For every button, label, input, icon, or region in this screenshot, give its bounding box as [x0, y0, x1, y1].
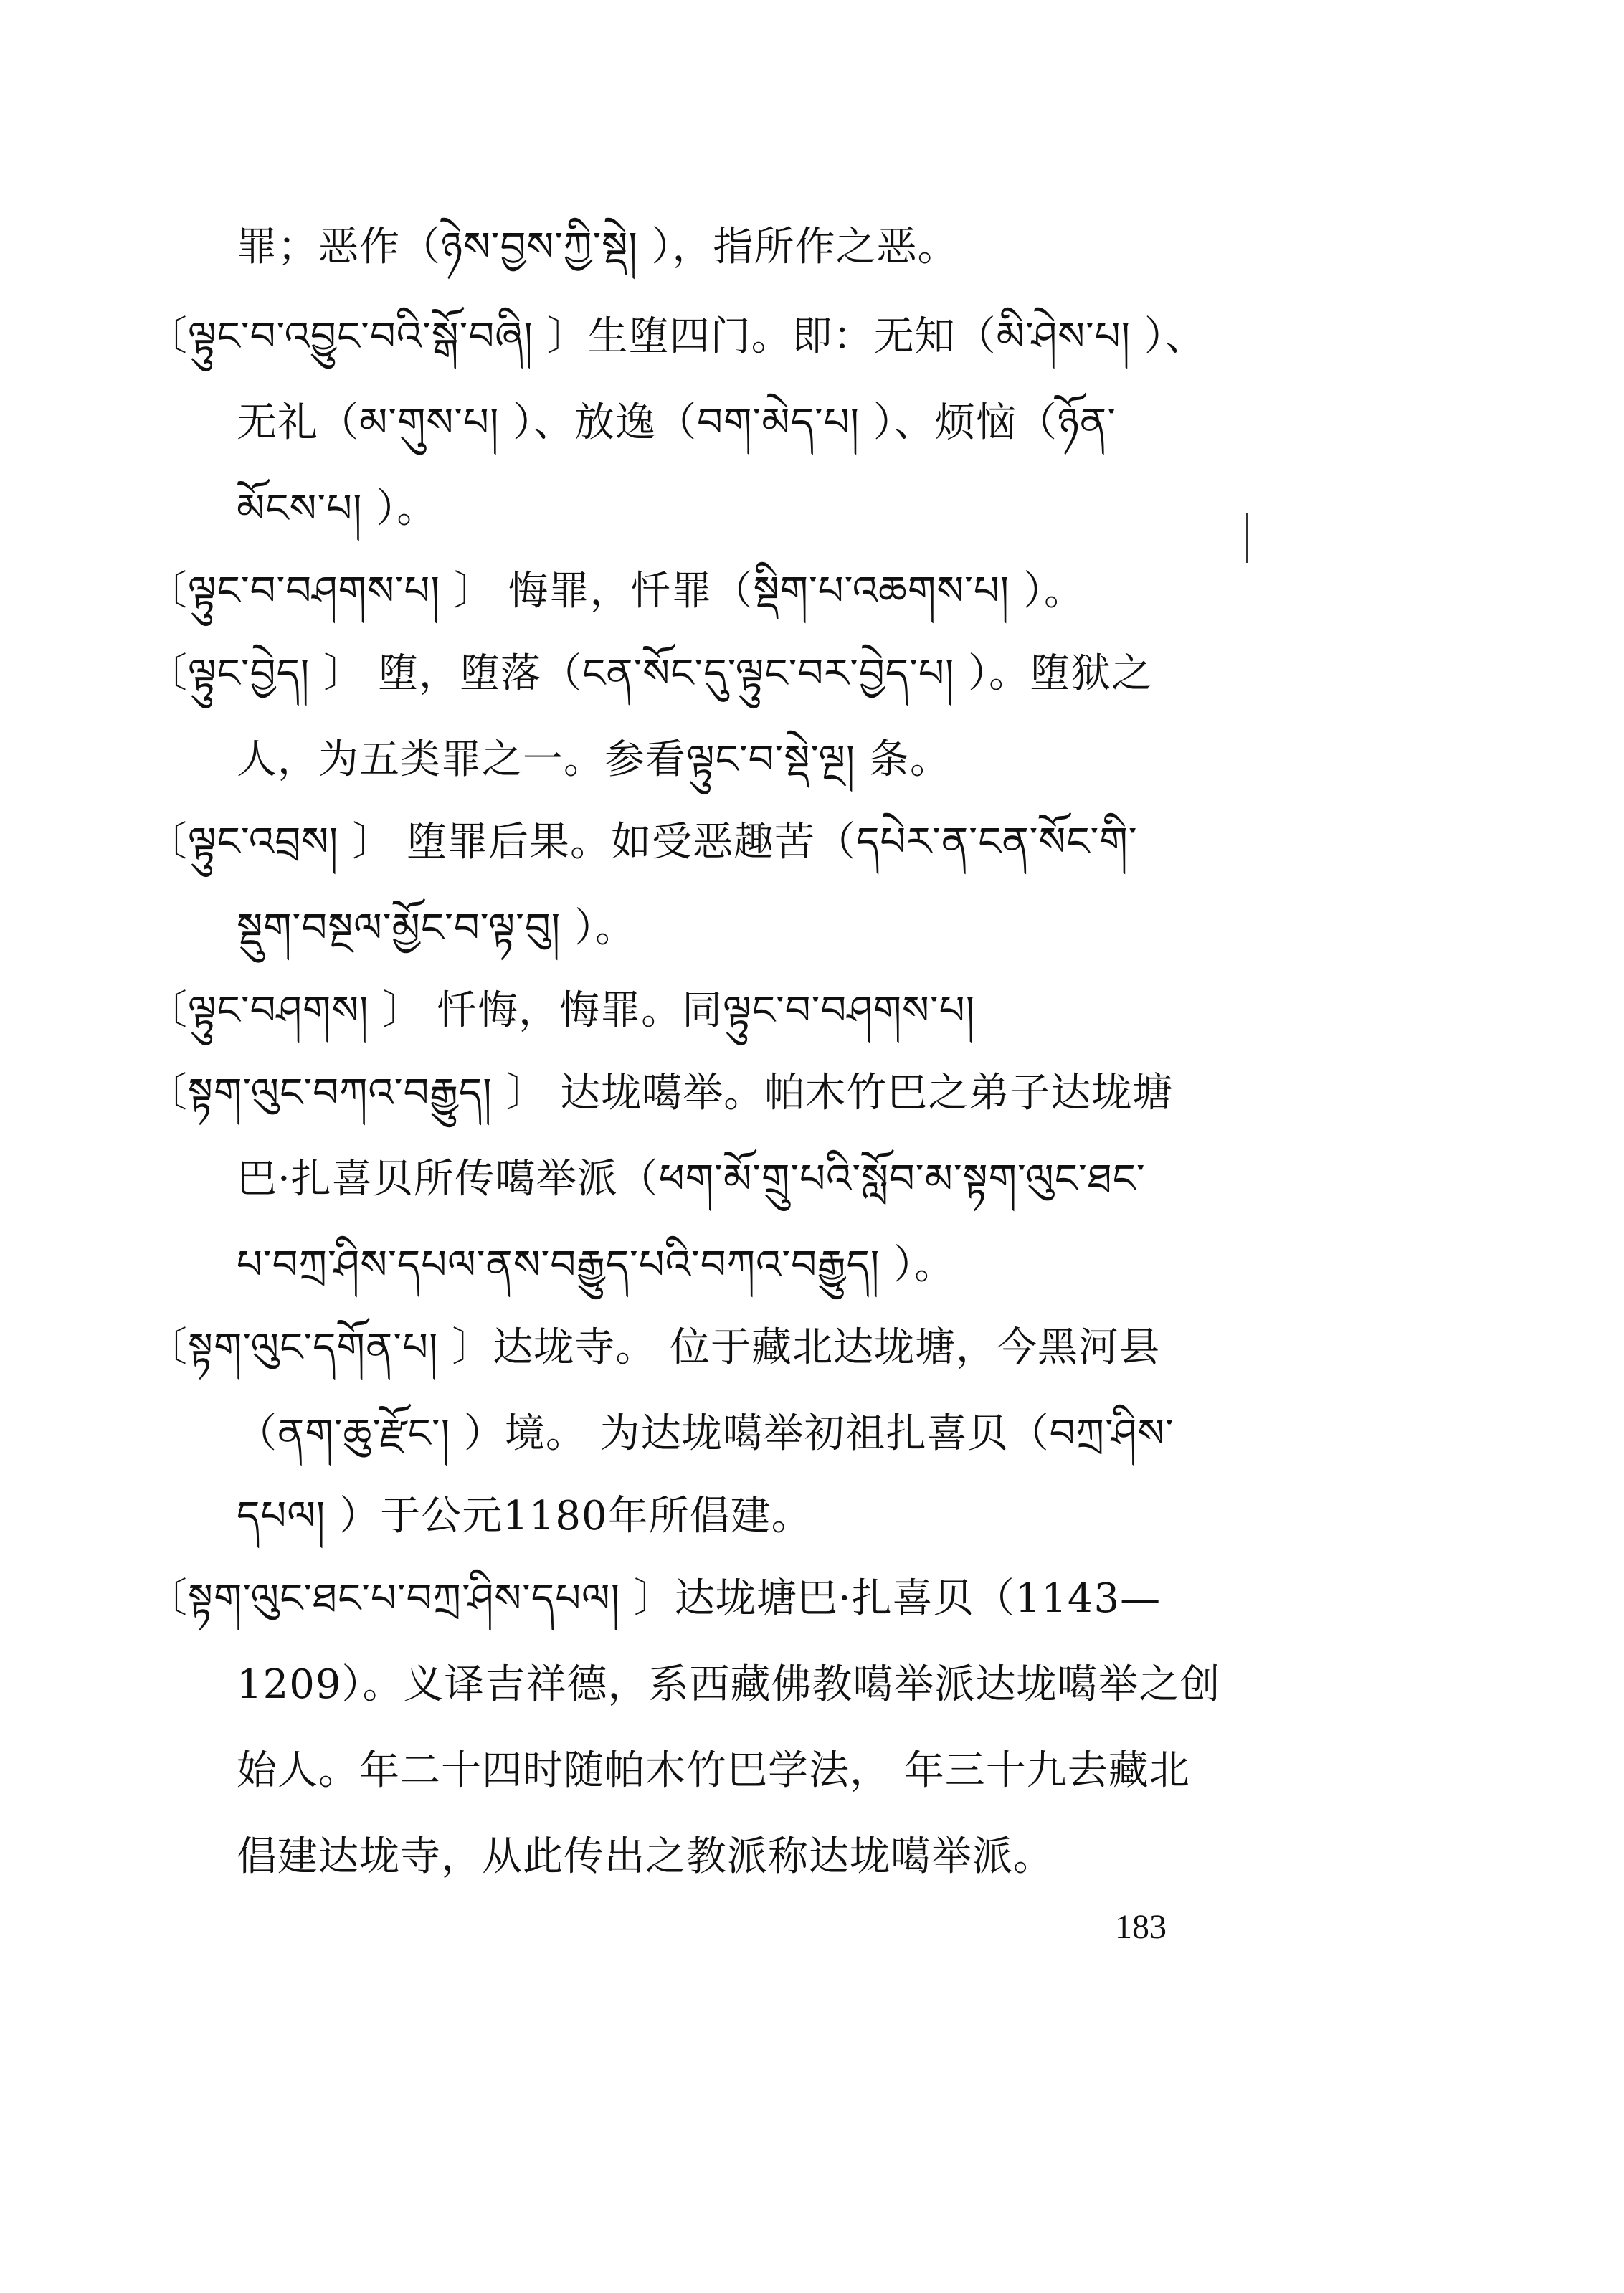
entry-line: 人，为五类罪之一。参看ལྟུང་བ་སྡེ་ལྔ། 条。	[237, 736, 951, 783]
entry-line: དཔལ། ）于公元1180年所倡建。	[237, 1493, 812, 1539]
entry-line: 无礼（མ་གུས་པ། ）、放逸（བག་མེད་པ། ）、烦恼（ཉོན་	[237, 399, 1116, 446]
entry-line: 倡建达垅寺，从此传出之教派称达垅噶举派。	[237, 1833, 1054, 1880]
entry-headword-line: 〔ལྟུང་འབྲས། 〕 堕罪后果。如受恶趣苦（དཔེར་ན་ངན་སོང་གི་	[147, 819, 1138, 865]
entry-line: 始人。年二十四时随帕木竹巴学法， 年三十九去藏北	[237, 1747, 1190, 1794]
entry-headword-line: 〔ལྟུང་བ་བཤགས་པ། 〕 悔罪，忏罪（སྡིག་པ་འཆགས་པ། ）。	[147, 568, 1086, 614]
entry-headword-line: 〔ལྟུང་བྱེད། 〕 堕，堕落（ངན་སོང་དུ་ལྟུང་བར་བྱེད་པ། ）。堕狱之	[147, 650, 1153, 697]
entry-headword-line: 〔སྟག་ལུང་དགོན་པ། 〕达垅寺。 位于藏北达垅塘，今黑河县	[147, 1324, 1161, 1371]
entry-line: （ནག་ཆུ་རྫོང་། ）境。 为达垅噶举初祖扎喜贝（བཀྲ་ཤིས་	[237, 1410, 1174, 1457]
entry-line: པ་བཀྲ་ཤིས་དཔལ་ནས་བརྒྱུད་པའི་བཀའ་བརྒྱུད། ）。	[237, 1242, 956, 1288]
entry-headword-line: 〔ལྟུང་བ་འབྱུང་བའི་སྒོ་བཞི། 〕生堕四门。即：无知（མི་ཤེས་པ། ）、	[147, 313, 1206, 360]
entry-line: 1209）。义译吉祥德，系西藏佛教噶举派达垅噶举之创	[237, 1661, 1221, 1708]
entry-headword-line: 〔སྟག་ལུང་བཀའ་བརྒྱུད། 〕 达垅噶举。帕木竹巴之弟子达垅塘	[147, 1070, 1174, 1116]
entry-headword-line: 〔སྟག་ལུང་ཐང་པ་བཀྲ་ཤིས་དཔལ། 〕达垅塘巴·扎喜贝（1143—	[147, 1575, 1162, 1622]
entry-line: སྡུག་བསྔལ་མྱོང་བ་ལྟ་བུ། ）。	[237, 905, 637, 951]
entry-line: 罪；恶作（ཉེས་བྱས་ཀྱི་སྡེ། ），指所作之恶。	[237, 224, 959, 270]
margin-mark	[1246, 513, 1248, 563]
entry-headword-line: 〔ལྟུང་བཤགས། 〕 忏悔，悔罪。同ལྟུང་བ་བཤགས་པ།	[147, 987, 976, 1034]
entry-line: 巴·扎喜贝所传噶举派（ཕག་མོ་གྲུ་པའི་སློབ་མ་སྟག་ལུང་ཐང་	[237, 1156, 1146, 1202]
entry-line: མོངས་པ། ）。	[237, 485, 438, 532]
page-number: 183	[1115, 1908, 1167, 1946]
